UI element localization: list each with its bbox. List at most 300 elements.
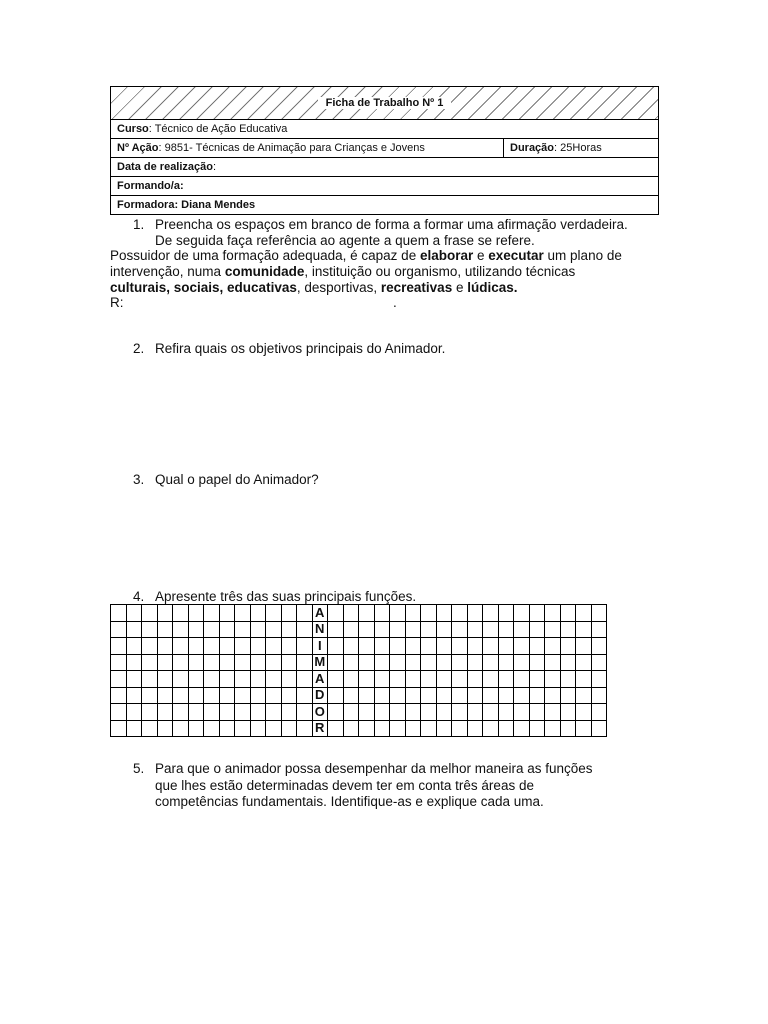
grid-cell[interactable]: [235, 605, 251, 622]
grid-cell[interactable]: [281, 687, 297, 704]
trainee-label: Formando/a:: [117, 180, 184, 192]
grid-cell[interactable]: [374, 621, 390, 638]
grid-cell[interactable]: [436, 704, 452, 721]
statement-bold: comunidade: [224, 264, 305, 279]
grid-cell[interactable]: [452, 605, 468, 622]
grid-cell[interactable]: [545, 720, 561, 737]
grid-cell[interactable]: [219, 638, 235, 655]
grid-cell[interactable]: [126, 720, 142, 737]
grid-cell[interactable]: [297, 638, 313, 655]
grid-cell[interactable]: [111, 605, 127, 622]
grid-letter-cell[interactable]: A: [312, 605, 328, 622]
grid-cell[interactable]: [250, 605, 266, 622]
grid-letter-cell[interactable]: A: [312, 671, 328, 688]
grid-cell[interactable]: [390, 621, 406, 638]
grid-cell[interactable]: [142, 654, 158, 671]
grid-cell[interactable]: [560, 687, 576, 704]
grid-cell[interactable]: [297, 654, 313, 671]
grid-cell[interactable]: [328, 638, 344, 655]
grid-cell[interactable]: [173, 720, 189, 737]
grid-cell[interactable]: [173, 605, 189, 622]
grid-cell[interactable]: [281, 720, 297, 737]
grid-cell[interactable]: [483, 720, 499, 737]
grid-cell[interactable]: [204, 720, 220, 737]
question-number: 3.: [133, 472, 145, 487]
grid-cell[interactable]: [545, 605, 561, 622]
grid-cell[interactable]: [111, 687, 127, 704]
grid-cell[interactable]: [467, 720, 483, 737]
grid-row: [111, 720, 607, 737]
grid-cell[interactable]: [126, 621, 142, 638]
grid-cell[interactable]: [390, 638, 406, 655]
grid-cell[interactable]: [250, 720, 266, 737]
grid-cell[interactable]: [219, 605, 235, 622]
grid-cell[interactable]: [529, 621, 545, 638]
grid-cell[interactable]: [591, 621, 607, 638]
grid-cell[interactable]: [204, 687, 220, 704]
grid-cell[interactable]: [188, 687, 204, 704]
grid-cell[interactable]: [173, 704, 189, 721]
grid-cell[interactable]: [173, 621, 189, 638]
grid-cell[interactable]: [514, 621, 530, 638]
grid-cell[interactable]: [529, 671, 545, 688]
question-number: 4.: [133, 589, 145, 604]
grid-cell[interactable]: [452, 671, 468, 688]
grid-cell[interactable]: [111, 720, 127, 737]
grid-cell[interactable]: [498, 704, 514, 721]
grid-cell[interactable]: [374, 605, 390, 622]
grid-cell[interactable]: [297, 720, 313, 737]
grid-cell[interactable]: [436, 621, 452, 638]
grid-cell[interactable]: [452, 638, 468, 655]
grid-cell[interactable]: [359, 687, 375, 704]
grid-cell[interactable]: [126, 638, 142, 655]
word-puzzle-grid: [110, 604, 607, 737]
grid-row: [111, 704, 607, 721]
grid-cell[interactable]: [374, 687, 390, 704]
grid-letter-cell[interactable]: I: [312, 638, 328, 655]
grid-cell[interactable]: [219, 720, 235, 737]
grid-cell[interactable]: [560, 638, 576, 655]
date-value: :: [213, 161, 217, 173]
grid-cell[interactable]: [250, 687, 266, 704]
grid-cell[interactable]: [405, 638, 421, 655]
grid-cell[interactable]: [266, 621, 282, 638]
grid-cell[interactable]: [514, 671, 530, 688]
grid-cell[interactable]: [266, 638, 282, 655]
grid-cell[interactable]: [498, 638, 514, 655]
grid-cell[interactable]: [467, 654, 483, 671]
grid-cell[interactable]: [235, 638, 251, 655]
question-5-line-3: competências fundamentais. Identifique-as e explique cada uma.: [155, 794, 544, 809]
grid-cell[interactable]: [173, 671, 189, 688]
grid-cell[interactable]: [436, 654, 452, 671]
grid-cell[interactable]: [467, 671, 483, 688]
grid-cell[interactable]: [467, 704, 483, 721]
grid-cell[interactable]: [219, 687, 235, 704]
grid-letter-cell[interactable]: N: [312, 621, 328, 638]
grid-cell[interactable]: [405, 704, 421, 721]
grid-cell[interactable]: [514, 638, 530, 655]
grid-cell[interactable]: [359, 621, 375, 638]
grid-cell[interactable]: [529, 687, 545, 704]
grid-cell[interactable]: [436, 720, 452, 737]
grid-cell[interactable]: [514, 605, 530, 622]
grid-cell[interactable]: [560, 671, 576, 688]
grid-cell[interactable]: [297, 621, 313, 638]
grid-cell[interactable]: [591, 687, 607, 704]
grid-cell[interactable]: [576, 605, 592, 622]
question-text: Para que o animador possa desempenhar da melhor maneira as funções: [155, 761, 593, 776]
grid-cell[interactable]: [142, 704, 158, 721]
statement-text: e: [452, 280, 468, 295]
grid-cell[interactable]: [529, 638, 545, 655]
grid-cell[interactable]: [343, 704, 359, 721]
grid-cell[interactable]: [591, 720, 607, 737]
course-value: : Técnico de Ação Educativa: [148, 123, 288, 135]
question-5-line-2: que lhes estão determinadas devem ter em conta três áreas de: [155, 778, 534, 793]
grid-cell[interactable]: [250, 671, 266, 688]
grid-cell[interactable]: [142, 671, 158, 688]
grid-cell[interactable]: [545, 704, 561, 721]
grid-cell[interactable]: [483, 638, 499, 655]
grid-cell[interactable]: [560, 704, 576, 721]
statement-bold: recreativas: [380, 280, 453, 295]
grid-cell[interactable]: [235, 621, 251, 638]
grid-cell[interactable]: [545, 671, 561, 688]
grid-cell[interactable]: [343, 605, 359, 622]
grid-cell[interactable]: [576, 704, 592, 721]
grid-cell[interactable]: [173, 687, 189, 704]
grid-cell[interactable]: [250, 621, 266, 638]
grid-cell[interactable]: [421, 687, 437, 704]
grid-cell[interactable]: [266, 720, 282, 737]
grid-cell[interactable]: [452, 720, 468, 737]
grid-cell[interactable]: [219, 654, 235, 671]
grid-cell[interactable]: [436, 605, 452, 622]
grid-cell[interactable]: [250, 704, 266, 721]
statement-line-2: [110, 264, 575, 280]
grid-letter-cell[interactable]: O: [312, 704, 328, 721]
grid-cell[interactable]: [157, 671, 173, 688]
grid-cell[interactable]: [281, 704, 297, 721]
grid-cell[interactable]: [498, 621, 514, 638]
grid-cell[interactable]: [591, 704, 607, 721]
grid-row: [111, 605, 607, 622]
grid-cell[interactable]: [281, 621, 297, 638]
grid-cell[interactable]: [188, 720, 204, 737]
grid-cell[interactable]: [157, 720, 173, 737]
grid-cell[interactable]: [157, 605, 173, 622]
grid-row: [111, 671, 607, 688]
grid-cell[interactable]: [266, 704, 282, 721]
grid-cell[interactable]: [297, 704, 313, 721]
grid-cell[interactable]: [405, 621, 421, 638]
grid-row: [111, 621, 607, 638]
grid-cell[interactable]: [374, 704, 390, 721]
grid-cell[interactable]: [545, 687, 561, 704]
grid-cell[interactable]: [374, 654, 390, 671]
grid-cell[interactable]: [591, 671, 607, 688]
grid-cell[interactable]: [343, 687, 359, 704]
grid-cell[interactable]: [328, 621, 344, 638]
grid-cell[interactable]: [343, 654, 359, 671]
grid-cell[interactable]: [560, 621, 576, 638]
grid-cell[interactable]: [560, 720, 576, 737]
grid-cell[interactable]: [157, 621, 173, 638]
grid-cell[interactable]: [188, 621, 204, 638]
grid-cell[interactable]: [142, 687, 158, 704]
grid-cell[interactable]: [514, 687, 530, 704]
question-text: Preencha os espaços em branco de forma a formar uma afirmação verdadeira.: [155, 217, 628, 232]
grid-cell[interactable]: [421, 621, 437, 638]
grid-cell[interactable]: [545, 621, 561, 638]
grid-cell[interactable]: [405, 720, 421, 737]
course-label: Curso: [117, 123, 149, 135]
grid-cell[interactable]: [219, 671, 235, 688]
question-5: [133, 761, 593, 777]
grid-cell[interactable]: [297, 671, 313, 688]
grid-cell[interactable]: [250, 638, 266, 655]
grid-cell[interactable]: [281, 671, 297, 688]
grid-cell[interactable]: [591, 638, 607, 655]
grid-cell[interactable]: [142, 621, 158, 638]
grid-cell[interactable]: [157, 638, 173, 655]
question-number: 5.: [133, 761, 145, 776]
grid-cell[interactable]: [126, 704, 142, 721]
date-row: [111, 157, 658, 176]
grid-cell[interactable]: [343, 671, 359, 688]
grid-cell[interactable]: [467, 687, 483, 704]
grid-cell[interactable]: [483, 621, 499, 638]
grid-cell[interactable]: [452, 704, 468, 721]
grid-cell[interactable]: [204, 654, 220, 671]
grid-cell[interactable]: [374, 720, 390, 737]
statement-line-1: [110, 248, 622, 264]
grid-cell[interactable]: [188, 654, 204, 671]
grid-cell[interactable]: [297, 687, 313, 704]
grid-cell[interactable]: [529, 654, 545, 671]
grid-cell[interactable]: [188, 704, 204, 721]
grid-cell[interactable]: [405, 671, 421, 688]
grid-cell[interactable]: [359, 671, 375, 688]
grid-cell[interactable]: [266, 605, 282, 622]
grid-cell[interactable]: [436, 671, 452, 688]
grid-cell[interactable]: [576, 671, 592, 688]
grid-cell[interactable]: [452, 621, 468, 638]
grid-cell[interactable]: [374, 638, 390, 655]
grid-cell[interactable]: [111, 654, 127, 671]
grid-cell[interactable]: [421, 720, 437, 737]
grid-cell[interactable]: [188, 638, 204, 655]
grid-cell[interactable]: [545, 654, 561, 671]
grid-cell[interactable]: [359, 720, 375, 737]
grid-cell[interactable]: [498, 605, 514, 622]
grid-cell[interactable]: [328, 671, 344, 688]
grid-cell[interactable]: [514, 720, 530, 737]
grid-cell[interactable]: [126, 671, 142, 688]
grid-cell[interactable]: [188, 671, 204, 688]
grid-cell[interactable]: [250, 654, 266, 671]
grid-row: [111, 687, 607, 704]
question-4: [133, 589, 416, 605]
grid-cell[interactable]: [235, 654, 251, 671]
grid-cell[interactable]: [467, 621, 483, 638]
trainer-label: Formadora: Diana Mendes: [117, 199, 256, 211]
statement-text: um plano de: [543, 248, 622, 263]
grid-cell[interactable]: [266, 671, 282, 688]
grid-cell[interactable]: [545, 638, 561, 655]
grid-cell[interactable]: [328, 704, 344, 721]
grid-cell[interactable]: [374, 671, 390, 688]
grid-cell[interactable]: [467, 638, 483, 655]
grid-cell[interactable]: [297, 605, 313, 622]
grid-cell[interactable]: [498, 720, 514, 737]
answer-end: .: [393, 295, 397, 310]
grid-cell[interactable]: [405, 654, 421, 671]
grid-cell[interactable]: [576, 638, 592, 655]
grid-cell[interactable]: [204, 638, 220, 655]
grid-cell[interactable]: [529, 605, 545, 622]
statement-bold: executar: [488, 248, 544, 263]
grid-cell[interactable]: [576, 720, 592, 737]
grid-cell[interactable]: [126, 654, 142, 671]
grid-cell[interactable]: [328, 605, 344, 622]
grid-cell[interactable]: [219, 621, 235, 638]
grid-cell[interactable]: [421, 704, 437, 721]
grid-cell[interactable]: [111, 621, 127, 638]
grid-cell[interactable]: [576, 654, 592, 671]
grid-cell[interactable]: [483, 671, 499, 688]
grid-cell[interactable]: [204, 605, 220, 622]
grid-cell[interactable]: [266, 654, 282, 671]
grid-cell[interactable]: [157, 687, 173, 704]
grid-cell[interactable]: [421, 654, 437, 671]
grid-cell[interactable]: [452, 654, 468, 671]
grid-cell[interactable]: [483, 654, 499, 671]
grid-cell[interactable]: [204, 671, 220, 688]
grid-cell[interactable]: [483, 687, 499, 704]
grid-cell[interactable]: [281, 654, 297, 671]
action-row: [111, 138, 658, 157]
grid-cell[interactable]: [266, 687, 282, 704]
grid-cell[interactable]: [483, 605, 499, 622]
statement-text: , desportivas,: [296, 280, 381, 295]
grid-cell[interactable]: [343, 720, 359, 737]
question-1-line-2: De seguida faça referência ao agente a quem a frase se refere.: [155, 233, 535, 248]
grid-cell[interactable]: [390, 654, 406, 671]
grid-cell[interactable]: [157, 704, 173, 721]
grid-cell[interactable]: [111, 671, 127, 688]
grid-cell[interactable]: [576, 621, 592, 638]
grid-cell[interactable]: [452, 687, 468, 704]
statement-bold: culturais, sociais, educativas: [110, 280, 297, 295]
question-number: 1.: [133, 217, 145, 232]
question-text: Qual o papel do Animador?: [155, 472, 319, 487]
grid-cell[interactable]: [498, 671, 514, 688]
grid-cell[interactable]: [467, 605, 483, 622]
duration-label: Duração: [510, 142, 555, 154]
grid-cell[interactable]: [235, 720, 251, 737]
grid-cell[interactable]: [405, 605, 421, 622]
statement-line-3: [110, 280, 518, 296]
grid-cell[interactable]: [157, 654, 173, 671]
grid-cell[interactable]: [359, 704, 375, 721]
grid-cell[interactable]: [235, 704, 251, 721]
grid-cell[interactable]: [560, 654, 576, 671]
grid-letter-cell[interactable]: R: [312, 720, 328, 737]
grid-cell[interactable]: [343, 638, 359, 655]
grid-cell[interactable]: [204, 621, 220, 638]
grid-cell[interactable]: [173, 638, 189, 655]
grid-cell[interactable]: [359, 638, 375, 655]
grid-cell[interactable]: [498, 654, 514, 671]
grid-cell[interactable]: [390, 704, 406, 721]
statement-text: e: [473, 248, 489, 263]
grid-cell[interactable]: [281, 605, 297, 622]
grid-cell[interactable]: [529, 720, 545, 737]
grid-cell[interactable]: [142, 605, 158, 622]
grid-cell[interactable]: [514, 704, 530, 721]
grid-cell[interactable]: [436, 638, 452, 655]
statement-text: intervenção, numa: [110, 264, 225, 279]
grid-cell[interactable]: [498, 687, 514, 704]
duration-value: : 25Horas: [554, 142, 602, 154]
question-1: [133, 217, 628, 233]
grid-cell[interactable]: [235, 671, 251, 688]
grid-cell[interactable]: [126, 605, 142, 622]
grid-cell[interactable]: [560, 605, 576, 622]
grid-cell[interactable]: [126, 687, 142, 704]
question-number: 2.: [133, 341, 145, 356]
grid-cell[interactable]: [591, 654, 607, 671]
grid-cell[interactable]: [142, 638, 158, 655]
grid-cell[interactable]: [359, 654, 375, 671]
grid-cell[interactable]: [343, 621, 359, 638]
grid-cell[interactable]: [436, 687, 452, 704]
grid-cell[interactable]: [188, 605, 204, 622]
grid-cell[interactable]: [421, 671, 437, 688]
grid-cell[interactable]: [421, 605, 437, 622]
grid-cell[interactable]: [111, 638, 127, 655]
grid-cell[interactable]: [328, 654, 344, 671]
grid-cell[interactable]: [390, 605, 406, 622]
grid-cell[interactable]: [483, 704, 499, 721]
grid-cell[interactable]: [173, 654, 189, 671]
grid-cell[interactable]: [111, 704, 127, 721]
worksheet-title: Ficha de Trabalho Nº 1: [318, 97, 452, 109]
grid-cell[interactable]: [235, 687, 251, 704]
grid-cell[interactable]: [405, 687, 421, 704]
grid-cell[interactable]: [514, 654, 530, 671]
grid-cell[interactable]: [204, 704, 220, 721]
grid-cell[interactable]: [281, 638, 297, 655]
grid-cell[interactable]: [359, 605, 375, 622]
grid-cell[interactable]: [529, 704, 545, 721]
grid-cell[interactable]: [390, 671, 406, 688]
grid-cell[interactable]: [421, 638, 437, 655]
grid-cell[interactable]: [328, 687, 344, 704]
grid-cell[interactable]: [390, 687, 406, 704]
grid-letter-cell[interactable]: M: [312, 654, 328, 671]
grid-letter-cell[interactable]: D: [312, 687, 328, 704]
grid-cell[interactable]: [591, 605, 607, 622]
grid-cell[interactable]: [142, 720, 158, 737]
grid-cell[interactable]: [219, 704, 235, 721]
grid-cell[interactable]: [328, 720, 344, 737]
grid-cell[interactable]: [576, 687, 592, 704]
grid-cell[interactable]: [390, 720, 406, 737]
